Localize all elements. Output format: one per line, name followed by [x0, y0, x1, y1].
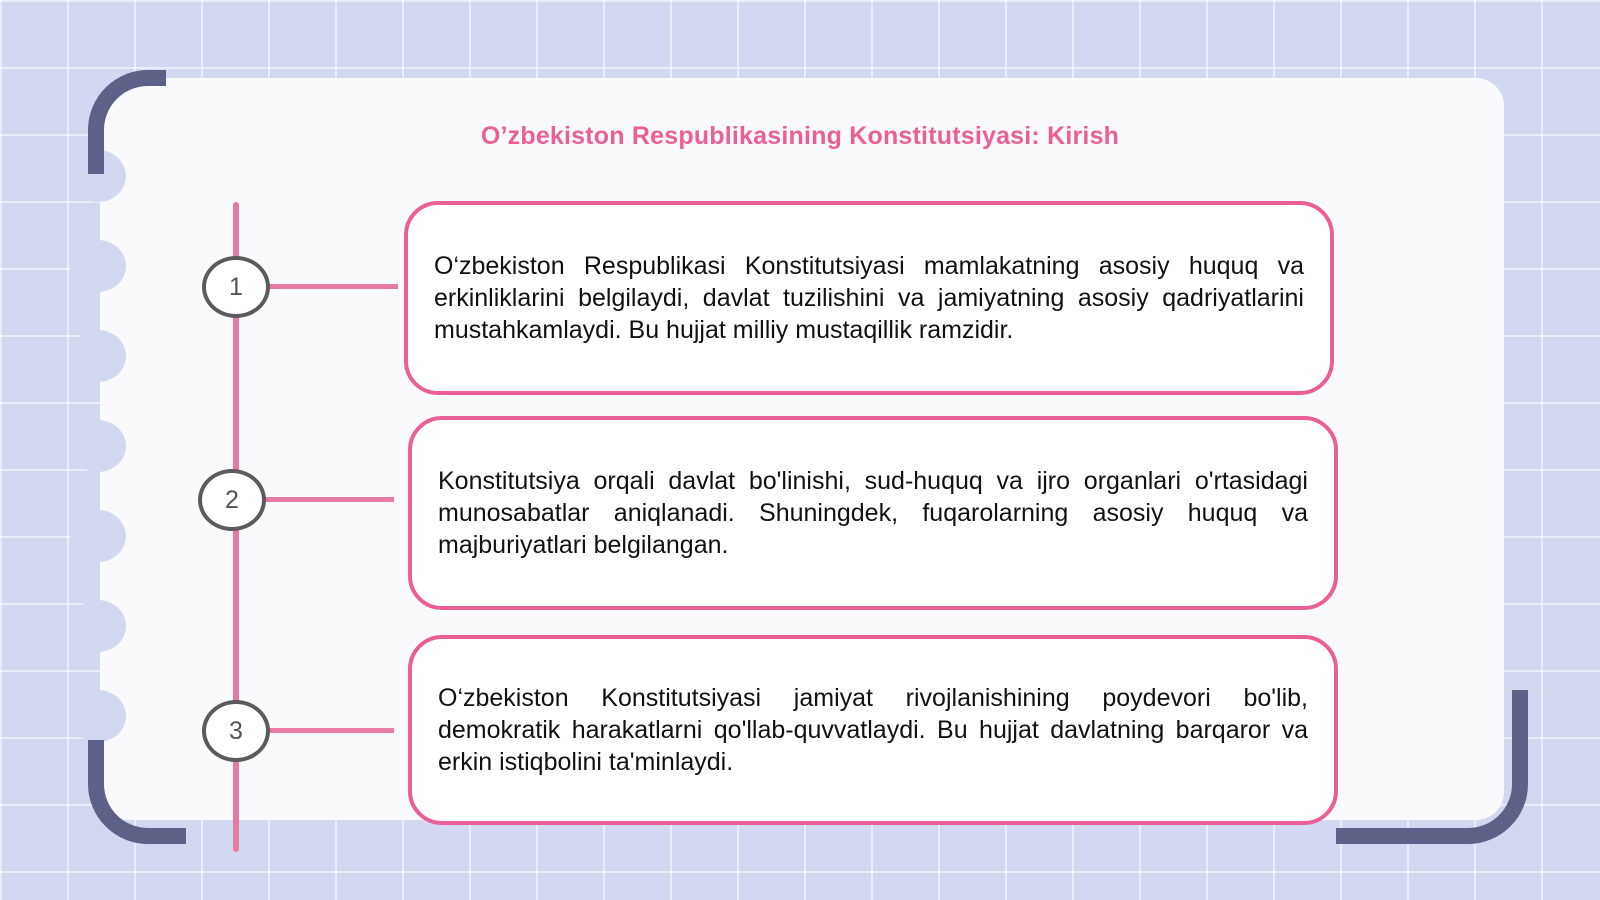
notebook-hole	[70, 420, 126, 472]
timeline-card	[408, 416, 1338, 610]
card-text: O‘zbekiston Konstitutsiyasi jamiyat rivojlanishining poydevori bo'lib, demokratik harakatlarni qo'llab-quvvatlaydi. Bu hujjat davlatning barqaror va erkin istiqbolini ta'minlaydi.	[438, 684, 1308, 776]
timeline-card	[408, 635, 1338, 825]
card-text: Konstitutsiya orqali davlat bo'linishi, sud-huquq va ijro organlari o'rtasidagi munosabatlar aniqlanadi. Shuningdek, fuqarolarning asosiy huquq va majburiyatlari belgilangan.	[438, 467, 1308, 559]
notebook-hole	[70, 510, 126, 562]
corner-bracket-bottom-right	[1336, 690, 1528, 844]
timeline-connector	[260, 497, 394, 502]
timeline-connector	[264, 728, 394, 733]
step-number: 3	[229, 716, 243, 745]
timeline-connector	[264, 284, 398, 289]
timeline-node	[198, 469, 266, 531]
notebook-hole	[70, 600, 126, 652]
page-title: O’zbekiston Respublikasining Konstitutsiyasi: Kirish	[480, 122, 1120, 150]
card-text: O‘zbekiston Respublikasi Konstitutsiyasi mamlakatning asosiy huquq va erkinliklarini belgilaydi, davlat tuzilishini va jamiyatning asosiy qadriyatlarini mustahkamlaydi. Bu hujjat milliy mustaqillik ramzidir.	[434, 252, 1304, 344]
step-number: 2	[225, 485, 239, 514]
step-number: 1	[229, 272, 243, 301]
notebook-hole	[70, 330, 126, 382]
timeline-card	[404, 201, 1334, 395]
timeline-node	[202, 256, 270, 318]
notebook-hole	[70, 240, 126, 292]
notebook-hole	[70, 690, 126, 742]
corner-bracket-bottom-left	[88, 740, 186, 844]
timeline-node	[202, 700, 270, 762]
